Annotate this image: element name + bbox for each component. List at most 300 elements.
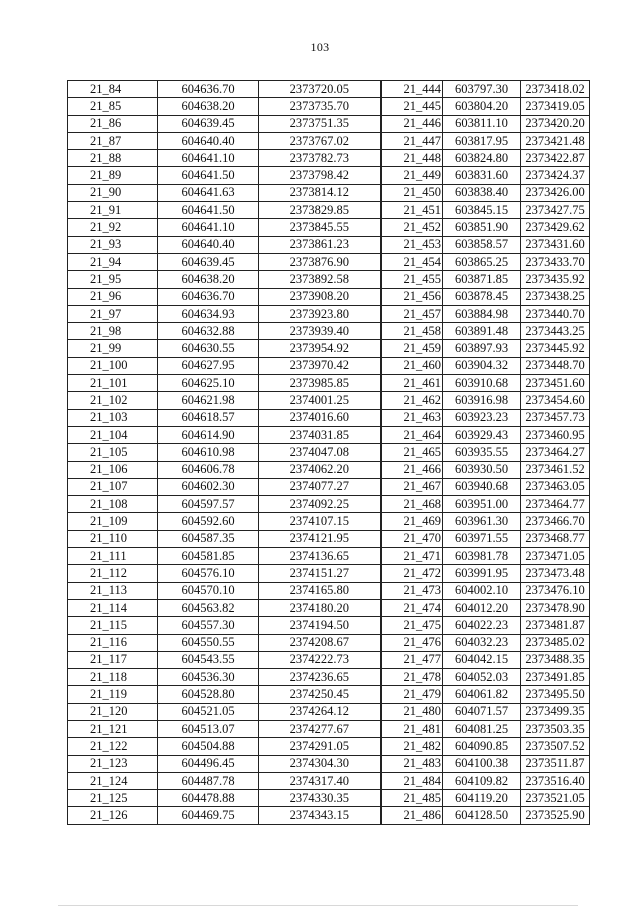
point-id-right-cell: 21_460 bbox=[381, 357, 443, 374]
y-coordinate-right-cell: 2373525.90 bbox=[521, 807, 590, 824]
table-row bbox=[68, 340, 590, 357]
table-row bbox=[68, 167, 590, 184]
y-coordinate-right-cell: 2373468.77 bbox=[521, 530, 590, 547]
point-id-right-cell: 21_451 bbox=[381, 202, 443, 219]
y-coordinate-right-cell: 2373461.52 bbox=[521, 461, 590, 478]
y-coordinate-right-cell: 2373418.02 bbox=[521, 81, 590, 98]
y-coordinate-right-cell: 2373466.70 bbox=[521, 513, 590, 530]
x-coordinate-left-cell: 604478.88 bbox=[158, 790, 259, 807]
table-row bbox=[68, 565, 590, 582]
table-row bbox=[68, 634, 590, 651]
x-coordinate-right-cell: 604119.20 bbox=[443, 790, 521, 807]
x-coordinate-right-cell: 603831.60 bbox=[443, 167, 521, 184]
x-coordinate-left-cell: 604487.78 bbox=[158, 772, 259, 789]
y-coordinate-right-cell: 2373488.35 bbox=[521, 651, 590, 668]
x-coordinate-left-cell: 604563.82 bbox=[158, 599, 259, 616]
point-id-left-cell: 21_112 bbox=[68, 565, 158, 582]
x-coordinate-left-cell: 604536.30 bbox=[158, 669, 259, 686]
y-coordinate-right-cell: 2373451.60 bbox=[521, 375, 590, 392]
point-id-left-cell: 21_115 bbox=[68, 617, 158, 634]
table-row bbox=[68, 651, 590, 668]
y-coordinate-right-cell: 2373421.48 bbox=[521, 132, 590, 149]
x-coordinate-left-cell: 604638.20 bbox=[158, 271, 259, 288]
table-row bbox=[68, 132, 590, 149]
x-coordinate-left-cell: 604469.75 bbox=[158, 807, 259, 824]
x-coordinate-right-cell: 603811.10 bbox=[443, 115, 521, 132]
point-id-left-cell: 21_84 bbox=[68, 81, 158, 98]
point-id-left-cell: 21_90 bbox=[68, 184, 158, 201]
point-id-right-cell: 21_457 bbox=[381, 305, 443, 322]
y-coordinate-right-cell: 2373435.92 bbox=[521, 271, 590, 288]
y-coordinate-left-cell: 2373892.58 bbox=[259, 271, 381, 288]
y-coordinate-right-cell: 2373495.50 bbox=[521, 686, 590, 703]
y-coordinate-left-cell: 2374317.40 bbox=[259, 772, 381, 789]
y-coordinate-right-cell: 2373429.62 bbox=[521, 219, 590, 236]
point-id-left-cell: 21_109 bbox=[68, 513, 158, 530]
y-coordinate-left-cell: 2374250.45 bbox=[259, 686, 381, 703]
x-coordinate-left-cell: 604636.70 bbox=[158, 81, 259, 98]
x-coordinate-right-cell: 603981.78 bbox=[443, 548, 521, 565]
table-row bbox=[68, 513, 590, 530]
table-row bbox=[68, 219, 590, 236]
table-row bbox=[68, 478, 590, 495]
point-id-left-cell: 21_108 bbox=[68, 496, 158, 513]
page-bottom-edge bbox=[58, 905, 578, 906]
y-coordinate-right-cell: 2373440.70 bbox=[521, 305, 590, 322]
point-id-right-cell: 21_463 bbox=[381, 409, 443, 426]
x-coordinate-right-cell: 604052.03 bbox=[443, 669, 521, 686]
point-id-right-cell: 21_475 bbox=[381, 617, 443, 634]
y-coordinate-left-cell: 2373908.20 bbox=[259, 288, 381, 305]
point-id-right-cell: 21_454 bbox=[381, 253, 443, 270]
point-id-right-cell: 21_474 bbox=[381, 599, 443, 616]
table-row bbox=[68, 409, 590, 426]
point-id-right-cell: 21_470 bbox=[381, 530, 443, 547]
x-coordinate-right-cell: 603891.48 bbox=[443, 323, 521, 340]
x-coordinate-right-cell: 603916.98 bbox=[443, 392, 521, 409]
x-coordinate-right-cell: 603817.95 bbox=[443, 132, 521, 149]
y-coordinate-left-cell: 2374304.30 bbox=[259, 755, 381, 772]
y-coordinate-right-cell: 2373521.05 bbox=[521, 790, 590, 807]
point-id-right-cell: 21_462 bbox=[381, 392, 443, 409]
y-coordinate-left-cell: 2374180.20 bbox=[259, 599, 381, 616]
point-id-right-cell: 21_482 bbox=[381, 738, 443, 755]
y-coordinate-left-cell: 2374047.08 bbox=[259, 444, 381, 461]
point-id-right-cell: 21_479 bbox=[381, 686, 443, 703]
y-coordinate-right-cell: 2373503.35 bbox=[521, 720, 590, 737]
x-coordinate-left-cell: 604621.98 bbox=[158, 392, 259, 409]
x-coordinate-right-cell: 603991.95 bbox=[443, 565, 521, 582]
y-coordinate-right-cell: 2373481.87 bbox=[521, 617, 590, 634]
point-id-left-cell: 21_117 bbox=[68, 651, 158, 668]
y-coordinate-right-cell: 2373431.60 bbox=[521, 236, 590, 253]
x-coordinate-left-cell: 604610.98 bbox=[158, 444, 259, 461]
point-id-left-cell: 21_103 bbox=[68, 409, 158, 426]
y-coordinate-right-cell: 2373422.87 bbox=[521, 150, 590, 167]
y-coordinate-right-cell: 2373424.37 bbox=[521, 167, 590, 184]
point-id-right-cell: 21_481 bbox=[381, 720, 443, 737]
x-coordinate-right-cell: 604061.82 bbox=[443, 686, 521, 703]
x-coordinate-left-cell: 604641.10 bbox=[158, 150, 259, 167]
table-row bbox=[68, 703, 590, 720]
table-row bbox=[68, 392, 590, 409]
x-coordinate-right-cell: 604012.20 bbox=[443, 599, 521, 616]
point-id-right-cell: 21_453 bbox=[381, 236, 443, 253]
point-id-right-cell: 21_461 bbox=[381, 375, 443, 392]
table-row bbox=[68, 236, 590, 253]
point-id-right-cell: 21_483 bbox=[381, 755, 443, 772]
y-coordinate-right-cell: 2373473.48 bbox=[521, 565, 590, 582]
y-coordinate-right-cell: 2373478.90 bbox=[521, 599, 590, 616]
y-coordinate-left-cell: 2373814.12 bbox=[259, 184, 381, 201]
point-id-left-cell: 21_120 bbox=[68, 703, 158, 720]
table-row bbox=[68, 461, 590, 478]
x-coordinate-right-cell: 603858.57 bbox=[443, 236, 521, 253]
point-id-right-cell: 21_444 bbox=[381, 81, 443, 98]
x-coordinate-left-cell: 604641.50 bbox=[158, 167, 259, 184]
x-coordinate-left-cell: 604550.55 bbox=[158, 634, 259, 651]
table-row bbox=[68, 582, 590, 599]
y-coordinate-left-cell: 2373954.92 bbox=[259, 340, 381, 357]
x-coordinate-right-cell: 603878.45 bbox=[443, 288, 521, 305]
x-coordinate-right-cell: 603845.15 bbox=[443, 202, 521, 219]
y-coordinate-left-cell: 2373829.85 bbox=[259, 202, 381, 219]
x-coordinate-right-cell: 604032.23 bbox=[443, 634, 521, 651]
point-id-left-cell: 21_96 bbox=[68, 288, 158, 305]
point-id-right-cell: 21_464 bbox=[381, 426, 443, 443]
y-coordinate-right-cell: 2373433.70 bbox=[521, 253, 590, 270]
coordinates-table-body bbox=[68, 81, 590, 825]
x-coordinate-left-cell: 604640.40 bbox=[158, 132, 259, 149]
point-id-right-cell: 21_472 bbox=[381, 565, 443, 582]
point-id-right-cell: 21_448 bbox=[381, 150, 443, 167]
point-id-left-cell: 21_99 bbox=[68, 340, 158, 357]
table-row bbox=[68, 426, 590, 443]
x-coordinate-left-cell: 604606.78 bbox=[158, 461, 259, 478]
x-coordinate-left-cell: 604627.95 bbox=[158, 357, 259, 374]
y-coordinate-right-cell: 2373507.52 bbox=[521, 738, 590, 755]
point-id-left-cell: 21_97 bbox=[68, 305, 158, 322]
table-row bbox=[68, 184, 590, 201]
point-id-left-cell: 21_118 bbox=[68, 669, 158, 686]
x-coordinate-right-cell: 603871.85 bbox=[443, 271, 521, 288]
y-coordinate-left-cell: 2374291.05 bbox=[259, 738, 381, 755]
point-id-left-cell: 21_94 bbox=[68, 253, 158, 270]
point-id-left-cell: 21_93 bbox=[68, 236, 158, 253]
point-id-right-cell: 21_480 bbox=[381, 703, 443, 720]
y-coordinate-right-cell: 2373438.25 bbox=[521, 288, 590, 305]
x-coordinate-right-cell: 604071.57 bbox=[443, 703, 521, 720]
table-row bbox=[68, 444, 590, 461]
table-row bbox=[68, 530, 590, 547]
y-coordinate-left-cell: 2373767.02 bbox=[259, 132, 381, 149]
x-coordinate-right-cell: 603884.98 bbox=[443, 305, 521, 322]
x-coordinate-right-cell: 603797.30 bbox=[443, 81, 521, 98]
table-row bbox=[68, 150, 590, 167]
table-row bbox=[68, 686, 590, 703]
x-coordinate-left-cell: 604592.60 bbox=[158, 513, 259, 530]
y-coordinate-right-cell: 2373445.92 bbox=[521, 340, 590, 357]
y-coordinate-right-cell: 2373427.75 bbox=[521, 202, 590, 219]
x-coordinate-left-cell: 604587.35 bbox=[158, 530, 259, 547]
x-coordinate-left-cell: 604614.90 bbox=[158, 426, 259, 443]
x-coordinate-left-cell: 604570.10 bbox=[158, 582, 259, 599]
point-id-right-cell: 21_452 bbox=[381, 219, 443, 236]
x-coordinate-left-cell: 604597.57 bbox=[158, 496, 259, 513]
y-coordinate-left-cell: 2374222.73 bbox=[259, 651, 381, 668]
x-coordinate-left-cell: 604641.50 bbox=[158, 202, 259, 219]
point-id-left-cell: 21_98 bbox=[68, 323, 158, 340]
point-id-right-cell: 21_446 bbox=[381, 115, 443, 132]
x-coordinate-left-cell: 604638.20 bbox=[158, 98, 259, 115]
table-row bbox=[68, 617, 590, 634]
point-id-left-cell: 21_105 bbox=[68, 444, 158, 461]
table-row bbox=[68, 305, 590, 322]
x-coordinate-right-cell: 603935.55 bbox=[443, 444, 521, 461]
y-coordinate-left-cell: 2374264.12 bbox=[259, 703, 381, 720]
x-coordinate-right-cell: 603910.68 bbox=[443, 375, 521, 392]
y-coordinate-left-cell: 2374277.67 bbox=[259, 720, 381, 737]
y-coordinate-right-cell: 2373420.20 bbox=[521, 115, 590, 132]
point-id-left-cell: 21_89 bbox=[68, 167, 158, 184]
table-row bbox=[68, 669, 590, 686]
point-id-left-cell: 21_124 bbox=[68, 772, 158, 789]
table-row bbox=[68, 790, 590, 807]
point-id-left-cell: 21_100 bbox=[68, 357, 158, 374]
y-coordinate-left-cell: 2373876.90 bbox=[259, 253, 381, 270]
point-id-left-cell: 21_104 bbox=[68, 426, 158, 443]
table-row bbox=[68, 115, 590, 132]
x-coordinate-left-cell: 604528.80 bbox=[158, 686, 259, 703]
x-coordinate-left-cell: 604639.45 bbox=[158, 115, 259, 132]
y-coordinate-left-cell: 2374062.20 bbox=[259, 461, 381, 478]
table-row bbox=[68, 738, 590, 755]
y-coordinate-right-cell: 2373476.10 bbox=[521, 582, 590, 599]
point-id-left-cell: 21_110 bbox=[68, 530, 158, 547]
x-coordinate-right-cell: 603851.90 bbox=[443, 219, 521, 236]
y-coordinate-left-cell: 2373861.23 bbox=[259, 236, 381, 253]
table-row bbox=[68, 496, 590, 513]
x-coordinate-left-cell: 604641.10 bbox=[158, 219, 259, 236]
point-id-right-cell: 21_485 bbox=[381, 790, 443, 807]
x-coordinate-right-cell: 604109.82 bbox=[443, 772, 521, 789]
table-row bbox=[68, 807, 590, 824]
y-coordinate-left-cell: 2373939.40 bbox=[259, 323, 381, 340]
table-row bbox=[68, 288, 590, 305]
point-id-left-cell: 21_122 bbox=[68, 738, 158, 755]
x-coordinate-left-cell: 604557.30 bbox=[158, 617, 259, 634]
y-coordinate-left-cell: 2374107.15 bbox=[259, 513, 381, 530]
point-id-left-cell: 21_121 bbox=[68, 720, 158, 737]
x-coordinate-right-cell: 603930.50 bbox=[443, 461, 521, 478]
point-id-right-cell: 21_458 bbox=[381, 323, 443, 340]
x-coordinate-right-cell: 604128.50 bbox=[443, 807, 521, 824]
x-coordinate-right-cell: 603951.00 bbox=[443, 496, 521, 513]
point-id-left-cell: 21_88 bbox=[68, 150, 158, 167]
y-coordinate-left-cell: 2373782.73 bbox=[259, 150, 381, 167]
y-coordinate-left-cell: 2373751.35 bbox=[259, 115, 381, 132]
y-coordinate-left-cell: 2374236.65 bbox=[259, 669, 381, 686]
table-row bbox=[68, 375, 590, 392]
point-id-right-cell: 21_466 bbox=[381, 461, 443, 478]
page-number: 103 bbox=[310, 40, 330, 54]
y-coordinate-left-cell: 2374194.50 bbox=[259, 617, 381, 634]
x-coordinate-right-cell: 603971.55 bbox=[443, 530, 521, 547]
y-coordinate-right-cell: 2373464.27 bbox=[521, 444, 590, 461]
y-coordinate-left-cell: 2373923.80 bbox=[259, 305, 381, 322]
y-coordinate-right-cell: 2373457.73 bbox=[521, 409, 590, 426]
x-coordinate-right-cell: 603804.20 bbox=[443, 98, 521, 115]
x-coordinate-right-cell: 603865.25 bbox=[443, 253, 521, 270]
point-id-right-cell: 21_484 bbox=[381, 772, 443, 789]
y-coordinate-left-cell: 2374151.27 bbox=[259, 565, 381, 582]
y-coordinate-right-cell: 2373516.40 bbox=[521, 772, 590, 789]
y-coordinate-right-cell: 2373491.85 bbox=[521, 669, 590, 686]
x-coordinate-right-cell: 603897.93 bbox=[443, 340, 521, 357]
point-id-right-cell: 21_467 bbox=[381, 478, 443, 495]
x-coordinate-right-cell: 603824.80 bbox=[443, 150, 521, 167]
y-coordinate-left-cell: 2373735.70 bbox=[259, 98, 381, 115]
point-id-left-cell: 21_126 bbox=[68, 807, 158, 824]
table-row bbox=[68, 772, 590, 789]
x-coordinate-left-cell: 604630.55 bbox=[158, 340, 259, 357]
y-coordinate-left-cell: 2373720.05 bbox=[259, 81, 381, 98]
x-coordinate-right-cell: 604100.38 bbox=[443, 755, 521, 772]
y-coordinate-left-cell: 2373798.42 bbox=[259, 167, 381, 184]
y-coordinate-left-cell: 2374343.15 bbox=[259, 807, 381, 824]
point-id-right-cell: 21_478 bbox=[381, 669, 443, 686]
point-id-right-cell: 21_456 bbox=[381, 288, 443, 305]
point-id-left-cell: 21_92 bbox=[68, 219, 158, 236]
coordinates-table bbox=[67, 80, 590, 825]
y-coordinate-left-cell: 2373970.42 bbox=[259, 357, 381, 374]
table-row bbox=[68, 599, 590, 616]
y-coordinate-right-cell: 2373443.25 bbox=[521, 323, 590, 340]
x-coordinate-left-cell: 604639.45 bbox=[158, 253, 259, 270]
point-id-right-cell: 21_449 bbox=[381, 167, 443, 184]
x-coordinate-right-cell: 603838.40 bbox=[443, 184, 521, 201]
point-id-left-cell: 21_85 bbox=[68, 98, 158, 115]
point-id-right-cell: 21_486 bbox=[381, 807, 443, 824]
y-coordinate-left-cell: 2374165.80 bbox=[259, 582, 381, 599]
y-coordinate-left-cell: 2373985.85 bbox=[259, 375, 381, 392]
table-row bbox=[68, 755, 590, 772]
point-id-left-cell: 21_86 bbox=[68, 115, 158, 132]
y-coordinate-right-cell: 2373485.02 bbox=[521, 634, 590, 651]
y-coordinate-right-cell: 2373460.95 bbox=[521, 426, 590, 443]
y-coordinate-left-cell: 2374016.60 bbox=[259, 409, 381, 426]
point-id-right-cell: 21_471 bbox=[381, 548, 443, 565]
y-coordinate-left-cell: 2374121.95 bbox=[259, 530, 381, 547]
point-id-left-cell: 21_113 bbox=[68, 582, 158, 599]
y-coordinate-right-cell: 2373448.70 bbox=[521, 357, 590, 374]
point-id-left-cell: 21_87 bbox=[68, 132, 158, 149]
y-coordinate-right-cell: 2373454.60 bbox=[521, 392, 590, 409]
point-id-left-cell: 21_114 bbox=[68, 599, 158, 616]
point-id-left-cell: 21_119 bbox=[68, 686, 158, 703]
x-coordinate-left-cell: 604504.88 bbox=[158, 738, 259, 755]
point-id-right-cell: 21_450 bbox=[381, 184, 443, 201]
x-coordinate-right-cell: 603940.68 bbox=[443, 478, 521, 495]
y-coordinate-left-cell: 2374208.67 bbox=[259, 634, 381, 651]
table-row bbox=[68, 357, 590, 374]
point-id-left-cell: 21_123 bbox=[68, 755, 158, 772]
x-coordinate-right-cell: 604081.25 bbox=[443, 720, 521, 737]
y-coordinate-right-cell: 2373511.87 bbox=[521, 755, 590, 772]
point-id-right-cell: 21_476 bbox=[381, 634, 443, 651]
x-coordinate-right-cell: 603929.43 bbox=[443, 426, 521, 443]
x-coordinate-right-cell: 604042.15 bbox=[443, 651, 521, 668]
y-coordinate-right-cell: 2373419.05 bbox=[521, 98, 590, 115]
x-coordinate-right-cell: 603961.30 bbox=[443, 513, 521, 530]
y-coordinate-right-cell: 2373464.77 bbox=[521, 496, 590, 513]
table-row bbox=[68, 271, 590, 288]
point-id-left-cell: 21_101 bbox=[68, 375, 158, 392]
x-coordinate-left-cell: 604618.57 bbox=[158, 409, 259, 426]
x-coordinate-left-cell: 604602.30 bbox=[158, 478, 259, 495]
table-row bbox=[68, 98, 590, 115]
table-row bbox=[68, 202, 590, 219]
y-coordinate-left-cell: 2374136.65 bbox=[259, 548, 381, 565]
point-id-right-cell: 21_473 bbox=[381, 582, 443, 599]
point-id-right-cell: 21_459 bbox=[381, 340, 443, 357]
x-coordinate-left-cell: 604636.70 bbox=[158, 288, 259, 305]
x-coordinate-right-cell: 604002.10 bbox=[443, 582, 521, 599]
x-coordinate-left-cell: 604581.85 bbox=[158, 548, 259, 565]
point-id-left-cell: 21_106 bbox=[68, 461, 158, 478]
y-coordinate-left-cell: 2374330.35 bbox=[259, 790, 381, 807]
point-id-left-cell: 21_116 bbox=[68, 634, 158, 651]
point-id-right-cell: 21_469 bbox=[381, 513, 443, 530]
point-id-right-cell: 21_447 bbox=[381, 132, 443, 149]
y-coordinate-right-cell: 2373463.05 bbox=[521, 478, 590, 495]
point-id-right-cell: 21_445 bbox=[381, 98, 443, 115]
table-row bbox=[68, 720, 590, 737]
table-row bbox=[68, 81, 590, 98]
y-coordinate-right-cell: 2373426.00 bbox=[521, 184, 590, 201]
point-id-right-cell: 21_477 bbox=[381, 651, 443, 668]
table-row bbox=[68, 323, 590, 340]
point-id-right-cell: 21_455 bbox=[381, 271, 443, 288]
x-coordinate-left-cell: 604576.10 bbox=[158, 565, 259, 582]
x-coordinate-left-cell: 604513.07 bbox=[158, 720, 259, 737]
point-id-left-cell: 21_125 bbox=[68, 790, 158, 807]
x-coordinate-left-cell: 604641.63 bbox=[158, 184, 259, 201]
x-coordinate-right-cell: 604022.23 bbox=[443, 617, 521, 634]
y-coordinate-left-cell: 2374031.85 bbox=[259, 426, 381, 443]
x-coordinate-right-cell: 604090.85 bbox=[443, 738, 521, 755]
table-row bbox=[68, 253, 590, 270]
point-id-right-cell: 21_465 bbox=[381, 444, 443, 461]
point-id-left-cell: 21_102 bbox=[68, 392, 158, 409]
y-coordinate-left-cell: 2373845.55 bbox=[259, 219, 381, 236]
y-coordinate-right-cell: 2373499.35 bbox=[521, 703, 590, 720]
point-id-left-cell: 21_111 bbox=[68, 548, 158, 565]
point-id-left-cell: 21_91 bbox=[68, 202, 158, 219]
x-coordinate-right-cell: 603923.23 bbox=[443, 409, 521, 426]
point-id-left-cell: 21_95 bbox=[68, 271, 158, 288]
y-coordinate-right-cell: 2373471.05 bbox=[521, 548, 590, 565]
x-coordinate-left-cell: 604625.10 bbox=[158, 375, 259, 392]
x-coordinate-left-cell: 604521.05 bbox=[158, 703, 259, 720]
y-coordinate-left-cell: 2374077.27 bbox=[259, 478, 381, 495]
y-coordinate-left-cell: 2374001.25 bbox=[259, 392, 381, 409]
point-id-right-cell: 21_468 bbox=[381, 496, 443, 513]
x-coordinate-left-cell: 604634.93 bbox=[158, 305, 259, 322]
table-row bbox=[68, 548, 590, 565]
point-id-left-cell: 21_107 bbox=[68, 478, 158, 495]
x-coordinate-left-cell: 604632.88 bbox=[158, 323, 259, 340]
